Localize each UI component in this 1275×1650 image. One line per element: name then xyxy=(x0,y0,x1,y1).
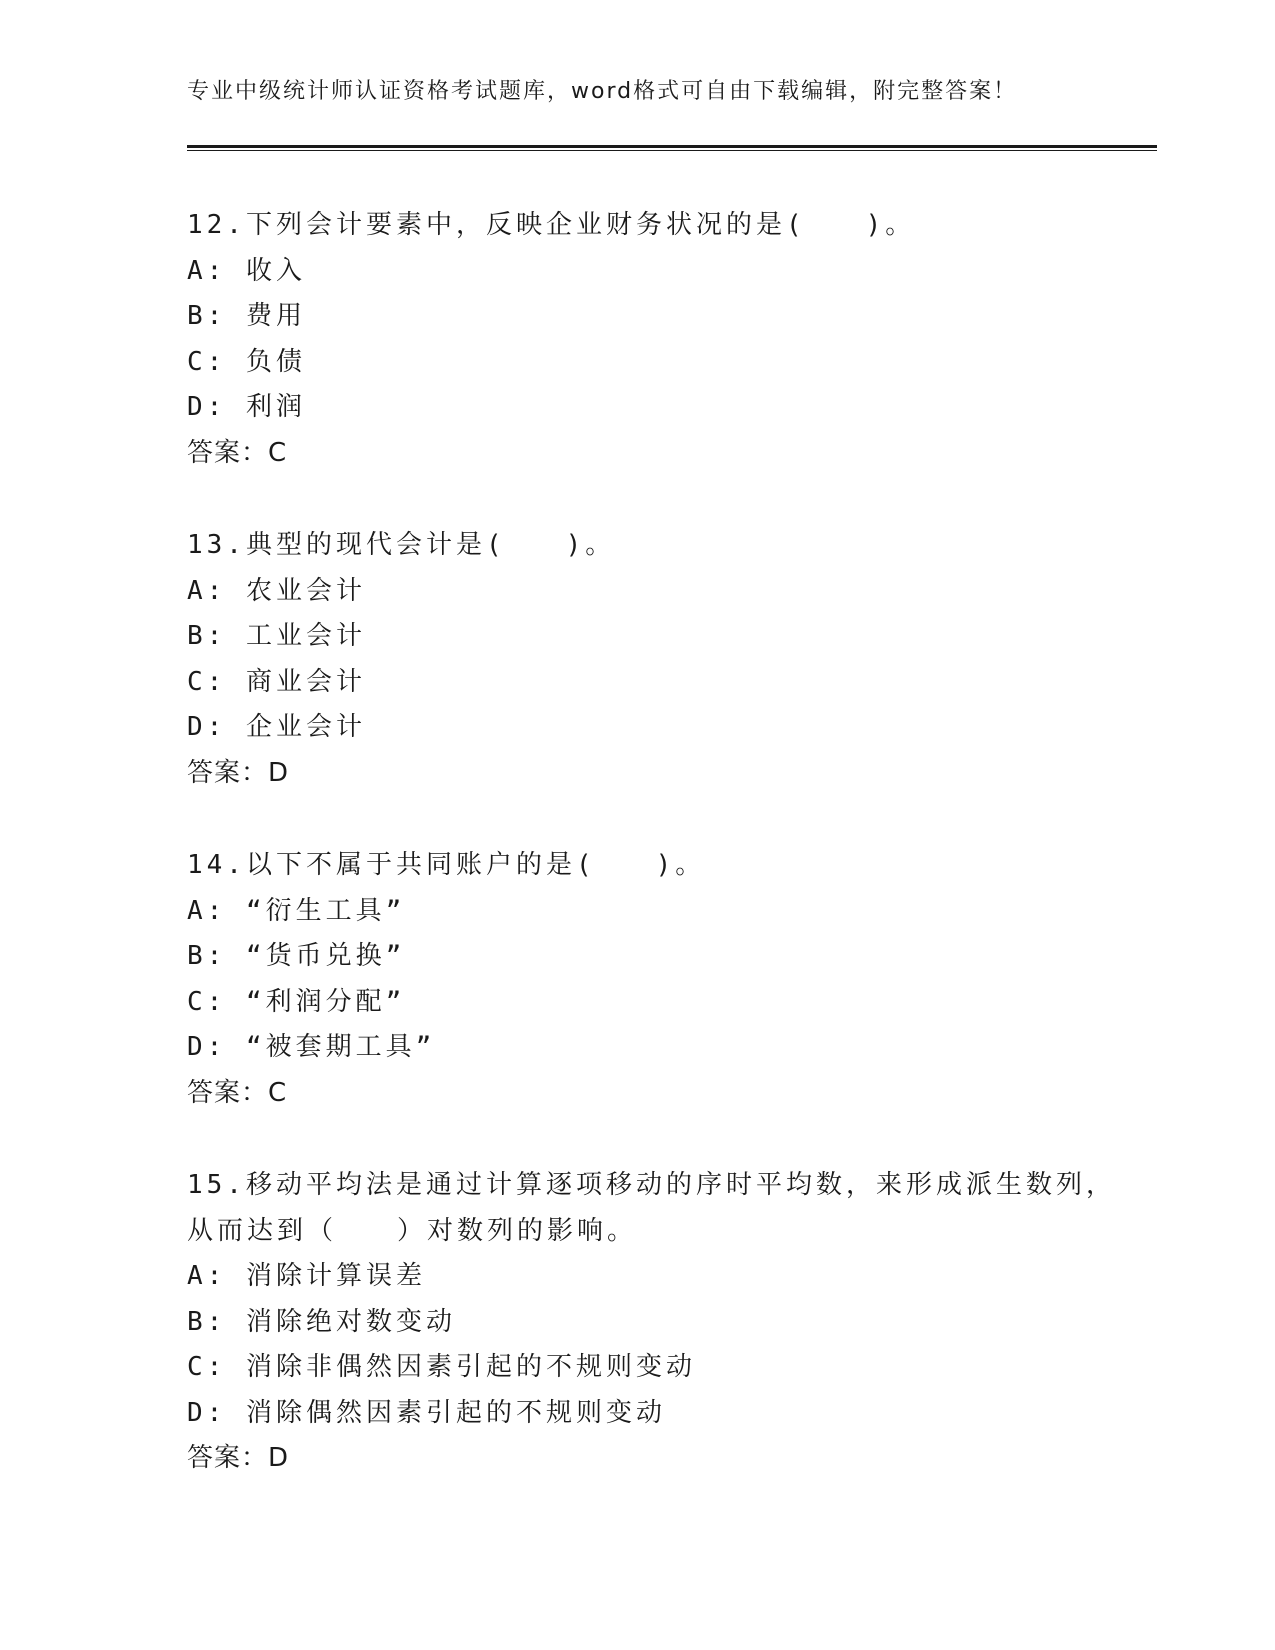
answer: 答案：C xyxy=(187,1077,288,1108)
option-c: C: 负债 xyxy=(187,346,306,377)
option-c: C: “利润分配” xyxy=(187,986,406,1017)
question-13 xyxy=(187,523,1167,796)
option-a: A: 消除计算误差 xyxy=(187,1261,426,1291)
option-b: B: “货币兑换” xyxy=(187,941,406,971)
option-b: B: 工业会计 xyxy=(187,621,366,651)
option-a: A: 农业会计 xyxy=(187,575,366,606)
answer: 答案：D xyxy=(187,757,290,788)
question-stem-line-1: 15.移动平均法是通过计算逐项移动的序时平均数，来形成派生数列， xyxy=(187,1170,1116,1200)
question-15 xyxy=(187,1163,1167,1482)
question-stem-line-2: 从而达到（ ）对数列的影响。 xyxy=(187,1215,638,1246)
answer: 答案：C xyxy=(187,437,288,468)
option-a: A: “衍生工具” xyxy=(187,895,406,926)
question-stem: 14.以下不属于共同账户的是( )。 xyxy=(187,850,706,880)
option-d: D: 企业会计 xyxy=(187,712,366,742)
option-b: B: 费用 xyxy=(187,301,306,331)
option-c: C: 商业会计 xyxy=(187,666,366,697)
page-header: 专业中级统计师认证资格考试题库，word格式可自由下载编辑，附完整答案！ xyxy=(187,79,1018,104)
question-12 xyxy=(187,203,1167,476)
option-c: C: 消除非偶然因素引起的不规则变动 xyxy=(187,1352,696,1382)
answer: 答案：D xyxy=(187,1443,290,1473)
option-b: B: 消除绝对数变动 xyxy=(187,1306,456,1337)
option-d: D: 消除偶然因素引起的不规则变动 xyxy=(187,1397,666,1428)
header-rule-thin xyxy=(187,150,1157,151)
question-stem: 12.下列会计要素中，反映企业财务状况的是( )。 xyxy=(187,210,916,240)
option-d: D: 利润 xyxy=(187,392,306,422)
question-14 xyxy=(187,843,1167,1116)
option-a: A: 收入 xyxy=(187,255,306,286)
question-list xyxy=(187,203,1167,1529)
question-stem: 13.典型的现代会计是( )。 xyxy=(187,530,616,560)
header-rule-thick xyxy=(187,145,1157,148)
option-d: D: “被套期工具” xyxy=(187,1032,436,1062)
